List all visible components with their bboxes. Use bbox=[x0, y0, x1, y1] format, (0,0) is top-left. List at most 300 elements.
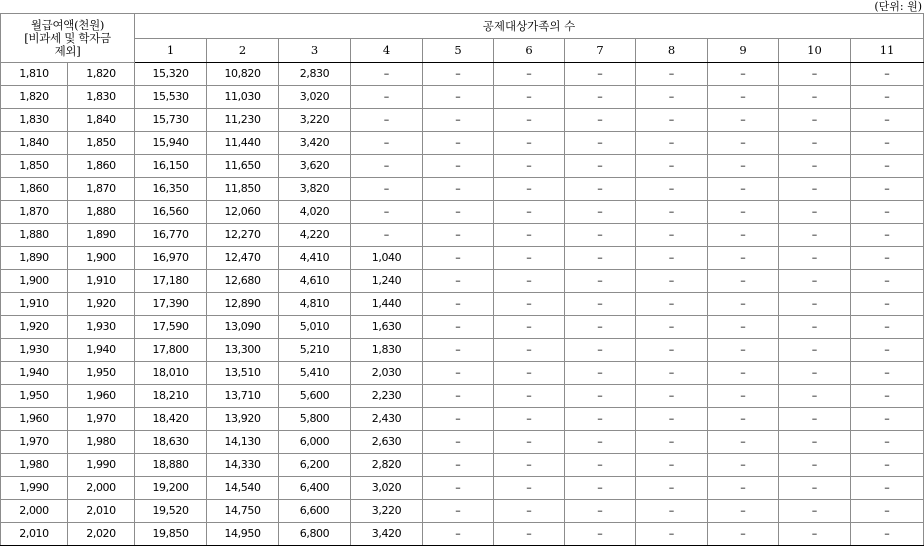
tax-cell-family-4: – bbox=[351, 155, 423, 178]
table-row bbox=[1, 385, 924, 408]
table-row bbox=[1, 339, 924, 362]
tax-cell-family-11: – bbox=[851, 178, 924, 201]
tax-cell-family-10: – bbox=[779, 385, 851, 408]
tax-cell-family-7: – bbox=[565, 362, 636, 385]
tax-cell-family-5: – bbox=[423, 109, 494, 132]
income-from-cell: 1,840 bbox=[1, 132, 68, 155]
tax-cell-family-10: – bbox=[779, 132, 851, 155]
tax-cell-family-9: – bbox=[708, 408, 779, 431]
tax-cell-family-6: – bbox=[494, 178, 565, 201]
tax-cell-family-11: – bbox=[851, 155, 924, 178]
tax-cell-family-5: – bbox=[423, 362, 494, 385]
income-to-cell: 1,970 bbox=[68, 408, 135, 431]
tax-cell-family-2: 11,650 bbox=[207, 155, 279, 178]
tax-cell-family-5: – bbox=[423, 500, 494, 523]
tax-cell-family-2: 11,440 bbox=[207, 132, 279, 155]
tax-cell-family-2: 12,890 bbox=[207, 293, 279, 316]
tax-cell-family-4: 3,020 bbox=[351, 477, 423, 500]
table-row bbox=[1, 362, 924, 385]
tax-cell-family-6: – bbox=[494, 316, 565, 339]
tax-cell-family-10: – bbox=[779, 500, 851, 523]
tax-cell-family-4: 3,220 bbox=[351, 500, 423, 523]
tax-cell-family-9: – bbox=[708, 477, 779, 500]
income-to-cell: 1,890 bbox=[68, 224, 135, 247]
tax-cell-family-3: 3,220 bbox=[279, 109, 351, 132]
tax-cell-family-6: – bbox=[494, 362, 565, 385]
tax-cell-family-9: – bbox=[708, 109, 779, 132]
tax-cell-family-6: – bbox=[494, 109, 565, 132]
tax-cell-family-7: – bbox=[565, 86, 636, 109]
tax-cell-family-9: – bbox=[708, 178, 779, 201]
tax-cell-family-9: – bbox=[708, 270, 779, 293]
income-to-cell: 1,930 bbox=[68, 316, 135, 339]
income-from-cell: 2,000 bbox=[1, 500, 68, 523]
tax-cell-family-7: – bbox=[565, 431, 636, 454]
tax-cell-family-11: – bbox=[851, 385, 924, 408]
tax-cell-family-6: – bbox=[494, 454, 565, 477]
income-from-cell: 1,850 bbox=[1, 155, 68, 178]
tax-cell-family-10: – bbox=[779, 201, 851, 224]
tax-cell-family-1: 15,940 bbox=[135, 132, 207, 155]
tax-cell-family-7: – bbox=[565, 132, 636, 155]
tax-cell-family-10: – bbox=[779, 431, 851, 454]
tax-cell-family-5: – bbox=[423, 454, 494, 477]
tax-cell-family-11: – bbox=[851, 86, 924, 109]
tax-cell-family-9: – bbox=[708, 155, 779, 178]
tax-cell-family-3: 6,200 bbox=[279, 454, 351, 477]
tax-cell-family-8: – bbox=[636, 270, 708, 293]
tax-cell-family-4: – bbox=[351, 201, 423, 224]
income-from-cell: 1,960 bbox=[1, 408, 68, 431]
tax-cell-family-6: – bbox=[494, 247, 565, 270]
tax-cell-family-4: – bbox=[351, 86, 423, 109]
family-count-4: 4 bbox=[351, 38, 423, 63]
table-row bbox=[1, 224, 924, 247]
income-from-cell: 1,910 bbox=[1, 293, 68, 316]
tax-cell-family-2: 11,030 bbox=[207, 86, 279, 109]
tax-cell-family-11: – bbox=[851, 224, 924, 247]
income-from-cell: 1,870 bbox=[1, 201, 68, 224]
tax-cell-family-5: – bbox=[423, 155, 494, 178]
tax-cell-family-7: – bbox=[565, 500, 636, 523]
income-to-cell: 1,870 bbox=[68, 178, 135, 201]
tax-cell-family-2: 13,300 bbox=[207, 339, 279, 362]
income-from-cell: 1,880 bbox=[1, 224, 68, 247]
income-to-cell: 1,990 bbox=[68, 454, 135, 477]
family-count-9: 9 bbox=[708, 38, 779, 63]
tax-cell-family-6: – bbox=[494, 408, 565, 431]
tax-cell-family-3: 3,820 bbox=[279, 178, 351, 201]
tax-cell-family-6: – bbox=[494, 477, 565, 500]
tax-cell-family-7: – bbox=[565, 109, 636, 132]
income-from-cell: 1,900 bbox=[1, 270, 68, 293]
income-to-cell: 1,820 bbox=[68, 63, 135, 86]
tax-cell-family-9: – bbox=[708, 431, 779, 454]
tax-cell-family-1: 16,560 bbox=[135, 201, 207, 224]
tax-cell-family-11: – bbox=[851, 201, 924, 224]
tax-cell-family-4: 3,420 bbox=[351, 523, 423, 546]
tax-cell-family-8: – bbox=[636, 316, 708, 339]
tax-cell-family-3: 6,800 bbox=[279, 523, 351, 546]
tax-cell-family-10: – bbox=[779, 454, 851, 477]
table-row bbox=[1, 408, 924, 431]
tax-cell-family-10: – bbox=[779, 178, 851, 201]
tax-cell-family-7: – bbox=[565, 201, 636, 224]
tax-cell-family-6: – bbox=[494, 86, 565, 109]
tax-cell-family-11: – bbox=[851, 270, 924, 293]
tax-cell-family-10: – bbox=[779, 339, 851, 362]
table-row bbox=[1, 431, 924, 454]
tax-cell-family-9: – bbox=[708, 454, 779, 477]
table-row bbox=[1, 63, 924, 86]
income-from-cell: 1,810 bbox=[1, 63, 68, 86]
tax-cell-family-4: – bbox=[351, 132, 423, 155]
family-count-11: 11 bbox=[851, 38, 924, 63]
tax-cell-family-8: – bbox=[636, 454, 708, 477]
tax-cell-family-11: – bbox=[851, 500, 924, 523]
tax-cell-family-1: 15,530 bbox=[135, 86, 207, 109]
tax-cell-family-11: – bbox=[851, 247, 924, 270]
tax-cell-family-11: – bbox=[851, 109, 924, 132]
tax-cell-family-2: 13,510 bbox=[207, 362, 279, 385]
tax-cell-family-3: 5,010 bbox=[279, 316, 351, 339]
income-label-line2: [비과세 및 학자금 bbox=[24, 30, 111, 45]
tax-cell-family-7: – bbox=[565, 224, 636, 247]
tax-cell-family-9: – bbox=[708, 339, 779, 362]
tax-cell-family-8: – bbox=[636, 63, 708, 86]
tax-cell-family-4: 1,630 bbox=[351, 316, 423, 339]
tax-cell-family-4: 1,440 bbox=[351, 293, 423, 316]
tax-cell-family-9: – bbox=[708, 316, 779, 339]
tax-cell-family-1: 18,010 bbox=[135, 362, 207, 385]
tax-cell-family-4: – bbox=[351, 224, 423, 247]
income-label-line3: 제외] bbox=[54, 43, 81, 58]
tax-cell-family-2: 13,710 bbox=[207, 385, 279, 408]
income-to-cell: 1,900 bbox=[68, 247, 135, 270]
tax-cell-family-11: – bbox=[851, 431, 924, 454]
tax-cell-family-1: 18,210 bbox=[135, 385, 207, 408]
table-row bbox=[1, 247, 924, 270]
table-header bbox=[1, 14, 924, 63]
tax-cell-family-1: 16,970 bbox=[135, 247, 207, 270]
tax-cell-family-10: – bbox=[779, 63, 851, 86]
table-row bbox=[1, 155, 924, 178]
tax-cell-family-6: – bbox=[494, 132, 565, 155]
tax-cell-family-5: – bbox=[423, 247, 494, 270]
tax-cell-family-11: – bbox=[851, 362, 924, 385]
tax-cell-family-3: 6,000 bbox=[279, 431, 351, 454]
tax-cell-family-2: 11,230 bbox=[207, 109, 279, 132]
tax-cell-family-5: – bbox=[423, 293, 494, 316]
tax-cell-family-4: 1,830 bbox=[351, 339, 423, 362]
tax-cell-family-1: 19,850 bbox=[135, 523, 207, 546]
tax-cell-family-7: – bbox=[565, 247, 636, 270]
table-row bbox=[1, 523, 924, 546]
family-count-3: 3 bbox=[279, 38, 351, 63]
tax-cell-family-1: 18,880 bbox=[135, 454, 207, 477]
tax-cell-family-7: – bbox=[565, 316, 636, 339]
tax-cell-family-11: – bbox=[851, 63, 924, 86]
tax-cell-family-7: – bbox=[565, 293, 636, 316]
tax-cell-family-8: – bbox=[636, 362, 708, 385]
table-row bbox=[1, 454, 924, 477]
table-row bbox=[1, 270, 924, 293]
income-to-cell: 1,850 bbox=[68, 132, 135, 155]
tax-cell-family-11: – bbox=[851, 454, 924, 477]
tax-cell-family-10: – bbox=[779, 109, 851, 132]
tax-cell-family-10: – bbox=[779, 86, 851, 109]
tax-cell-family-9: – bbox=[708, 500, 779, 523]
tax-cell-family-6: – bbox=[494, 523, 565, 546]
family-count-2: 2 bbox=[207, 38, 279, 63]
tax-cell-family-5: – bbox=[423, 178, 494, 201]
tax-cell-family-9: – bbox=[708, 201, 779, 224]
tax-cell-family-8: – bbox=[636, 247, 708, 270]
tax-cell-family-3: 5,410 bbox=[279, 362, 351, 385]
tax-cell-family-4: – bbox=[351, 63, 423, 86]
tax-cell-family-1: 17,180 bbox=[135, 270, 207, 293]
table-row bbox=[1, 109, 924, 132]
tax-cell-family-4: 2,230 bbox=[351, 385, 423, 408]
income-to-cell: 1,940 bbox=[68, 339, 135, 362]
income-from-cell: 1,970 bbox=[1, 431, 68, 454]
tax-cell-family-8: – bbox=[636, 500, 708, 523]
income-to-cell: 1,830 bbox=[68, 86, 135, 109]
tax-cell-family-7: – bbox=[565, 63, 636, 86]
monthly-income-header bbox=[1, 14, 135, 63]
tax-cell-family-10: – bbox=[779, 477, 851, 500]
tax-cell-family-5: – bbox=[423, 224, 494, 247]
family-count-8: 8 bbox=[636, 38, 708, 63]
tax-cell-family-4: 2,030 bbox=[351, 362, 423, 385]
tax-cell-family-7: – bbox=[565, 408, 636, 431]
tax-cell-family-10: – bbox=[779, 408, 851, 431]
tax-cell-family-1: 15,320 bbox=[135, 63, 207, 86]
income-to-cell: 1,950 bbox=[68, 362, 135, 385]
tax-cell-family-3: 3,020 bbox=[279, 86, 351, 109]
tax-cell-family-2: 11,850 bbox=[207, 178, 279, 201]
table-body bbox=[1, 63, 924, 546]
tax-cell-family-8: – bbox=[636, 477, 708, 500]
income-label-line1: 월급여액(천원) bbox=[30, 17, 105, 32]
tax-cell-family-3: 6,400 bbox=[279, 477, 351, 500]
tax-cell-family-3: 5,210 bbox=[279, 339, 351, 362]
tax-cell-family-3: 6,600 bbox=[279, 500, 351, 523]
tax-cell-family-3: 5,600 bbox=[279, 385, 351, 408]
tax-cell-family-11: – bbox=[851, 132, 924, 155]
tax-cell-family-2: 14,330 bbox=[207, 454, 279, 477]
tax-cell-family-10: – bbox=[779, 316, 851, 339]
tax-cell-family-8: – bbox=[636, 339, 708, 362]
tax-cell-family-11: – bbox=[851, 408, 924, 431]
table-row bbox=[1, 316, 924, 339]
tax-cell-family-3: 4,410 bbox=[279, 247, 351, 270]
table-row bbox=[1, 477, 924, 500]
tax-cell-family-1: 16,350 bbox=[135, 178, 207, 201]
tax-cell-family-6: – bbox=[494, 431, 565, 454]
tax-cell-family-2: 12,270 bbox=[207, 224, 279, 247]
tax-cell-family-6: – bbox=[494, 385, 565, 408]
tax-cell-family-2: 12,470 bbox=[207, 247, 279, 270]
family-count-1: 1 bbox=[135, 38, 207, 63]
income-to-cell: 1,860 bbox=[68, 155, 135, 178]
tax-cell-family-3: 2,830 bbox=[279, 63, 351, 86]
tax-cell-family-9: – bbox=[708, 293, 779, 316]
tax-cell-family-5: – bbox=[423, 316, 494, 339]
income-from-cell: 1,820 bbox=[1, 86, 68, 109]
tax-cell-family-11: – bbox=[851, 477, 924, 500]
income-from-cell: 1,930 bbox=[1, 339, 68, 362]
tax-cell-family-2: 14,130 bbox=[207, 431, 279, 454]
tax-cell-family-6: – bbox=[494, 339, 565, 362]
tax-cell-family-4: 1,040 bbox=[351, 247, 423, 270]
tax-cell-family-7: – bbox=[565, 454, 636, 477]
tax-cell-family-11: – bbox=[851, 339, 924, 362]
tax-cell-family-10: – bbox=[779, 224, 851, 247]
tax-cell-family-9: – bbox=[708, 63, 779, 86]
tax-cell-family-2: 12,680 bbox=[207, 270, 279, 293]
income-to-cell: 1,840 bbox=[68, 109, 135, 132]
tax-cell-family-9: – bbox=[708, 362, 779, 385]
tax-cell-family-7: – bbox=[565, 178, 636, 201]
income-from-cell: 1,990 bbox=[1, 477, 68, 500]
tax-cell-family-1: 16,770 bbox=[135, 224, 207, 247]
tax-cell-family-7: – bbox=[565, 270, 636, 293]
tax-cell-family-1: 15,730 bbox=[135, 109, 207, 132]
tax-cell-family-9: – bbox=[708, 385, 779, 408]
income-to-cell: 1,960 bbox=[68, 385, 135, 408]
tax-cell-family-8: – bbox=[636, 201, 708, 224]
tax-cell-family-10: – bbox=[779, 247, 851, 270]
tax-cell-family-9: – bbox=[708, 132, 779, 155]
tax-cell-family-8: – bbox=[636, 155, 708, 178]
tax-cell-family-2: 14,950 bbox=[207, 523, 279, 546]
table-row bbox=[1, 132, 924, 155]
income-to-cell: 2,020 bbox=[68, 523, 135, 546]
tax-cell-family-3: 3,420 bbox=[279, 132, 351, 155]
tax-cell-family-3: 4,810 bbox=[279, 293, 351, 316]
table-row bbox=[1, 178, 924, 201]
tax-cell-family-6: – bbox=[494, 224, 565, 247]
tax-cell-family-7: – bbox=[565, 339, 636, 362]
tax-cell-family-3: 3,620 bbox=[279, 155, 351, 178]
withholding-tax-table bbox=[0, 13, 924, 546]
table-row bbox=[1, 201, 924, 224]
tax-cell-family-5: – bbox=[423, 408, 494, 431]
table-row bbox=[1, 86, 924, 109]
tax-cell-family-6: – bbox=[494, 201, 565, 224]
income-from-cell: 1,980 bbox=[1, 454, 68, 477]
tax-cell-family-4: 2,820 bbox=[351, 454, 423, 477]
tax-cell-family-10: – bbox=[779, 362, 851, 385]
tax-cell-family-4: – bbox=[351, 178, 423, 201]
tax-cell-family-2: 13,920 bbox=[207, 408, 279, 431]
family-count-6: 6 bbox=[494, 38, 565, 63]
income-from-cell: 1,830 bbox=[1, 109, 68, 132]
income-from-cell: 1,890 bbox=[1, 247, 68, 270]
tax-cell-family-7: – bbox=[565, 385, 636, 408]
tax-cell-family-6: – bbox=[494, 63, 565, 86]
tax-cell-family-1: 17,390 bbox=[135, 293, 207, 316]
tax-cell-family-5: – bbox=[423, 523, 494, 546]
income-from-cell: 2,010 bbox=[1, 523, 68, 546]
tax-cell-family-9: – bbox=[708, 523, 779, 546]
family-count-5: 5 bbox=[423, 38, 494, 63]
tax-cell-family-3: 4,220 bbox=[279, 224, 351, 247]
table-row bbox=[1, 293, 924, 316]
tax-cell-family-8: – bbox=[636, 132, 708, 155]
family-count-10: 10 bbox=[779, 38, 851, 63]
tax-cell-family-5: – bbox=[423, 270, 494, 293]
income-from-cell: 1,940 bbox=[1, 362, 68, 385]
tax-cell-family-8: – bbox=[636, 385, 708, 408]
tax-cell-family-6: – bbox=[494, 270, 565, 293]
tax-cell-family-2: 14,540 bbox=[207, 477, 279, 500]
family-count-row bbox=[1, 38, 924, 63]
income-to-cell: 2,000 bbox=[68, 477, 135, 500]
tax-cell-family-8: – bbox=[636, 431, 708, 454]
tax-cell-family-4: 2,630 bbox=[351, 431, 423, 454]
tax-cell-family-6: – bbox=[494, 155, 565, 178]
tax-cell-family-7: – bbox=[565, 477, 636, 500]
tax-cell-family-11: – bbox=[851, 293, 924, 316]
tax-cell-family-6: – bbox=[494, 293, 565, 316]
family-count-7: 7 bbox=[565, 38, 636, 63]
tax-cell-family-7: – bbox=[565, 523, 636, 546]
tax-cell-family-8: – bbox=[636, 109, 708, 132]
tax-cell-family-11: – bbox=[851, 316, 924, 339]
income-from-cell: 1,920 bbox=[1, 316, 68, 339]
tax-cell-family-8: – bbox=[636, 178, 708, 201]
tax-cell-family-1: 19,520 bbox=[135, 500, 207, 523]
tax-cell-family-7: – bbox=[565, 155, 636, 178]
tax-cell-family-4: 2,430 bbox=[351, 408, 423, 431]
tax-cell-family-11: – bbox=[851, 523, 924, 546]
tax-cell-family-8: – bbox=[636, 523, 708, 546]
tax-cell-family-1: 19,200 bbox=[135, 477, 207, 500]
tax-cell-family-1: 17,590 bbox=[135, 316, 207, 339]
tax-cell-family-9: – bbox=[708, 224, 779, 247]
tax-cell-family-5: – bbox=[423, 86, 494, 109]
family-count-header: 공제대상가족의 수 bbox=[135, 14, 924, 39]
tax-cell-family-4: 1,240 bbox=[351, 270, 423, 293]
tax-cell-family-9: – bbox=[708, 86, 779, 109]
tax-cell-family-4: – bbox=[351, 109, 423, 132]
tax-cell-family-1: 18,630 bbox=[135, 431, 207, 454]
tax-cell-family-2: 14,750 bbox=[207, 500, 279, 523]
tax-cell-family-8: – bbox=[636, 408, 708, 431]
tax-cell-family-9: – bbox=[708, 247, 779, 270]
tax-cell-family-6: – bbox=[494, 500, 565, 523]
tax-cell-family-5: – bbox=[423, 477, 494, 500]
tax-cell-family-5: – bbox=[423, 385, 494, 408]
tax-cell-family-2: 12,060 bbox=[207, 201, 279, 224]
tax-cell-family-8: – bbox=[636, 224, 708, 247]
tax-cell-family-10: – bbox=[779, 523, 851, 546]
tax-cell-family-10: – bbox=[779, 293, 851, 316]
tax-cell-family-5: – bbox=[423, 431, 494, 454]
tax-cell-family-8: – bbox=[636, 293, 708, 316]
tax-cell-family-3: 5,800 bbox=[279, 408, 351, 431]
tax-cell-family-5: – bbox=[423, 339, 494, 362]
tax-cell-family-1: 17,800 bbox=[135, 339, 207, 362]
income-from-cell: 1,860 bbox=[1, 178, 68, 201]
tax-cell-family-8: – bbox=[636, 86, 708, 109]
income-to-cell: 2,010 bbox=[68, 500, 135, 523]
unit-note: (단위: 원) bbox=[874, 0, 922, 13]
table-row bbox=[1, 500, 924, 523]
tax-cell-family-1: 18,420 bbox=[135, 408, 207, 431]
